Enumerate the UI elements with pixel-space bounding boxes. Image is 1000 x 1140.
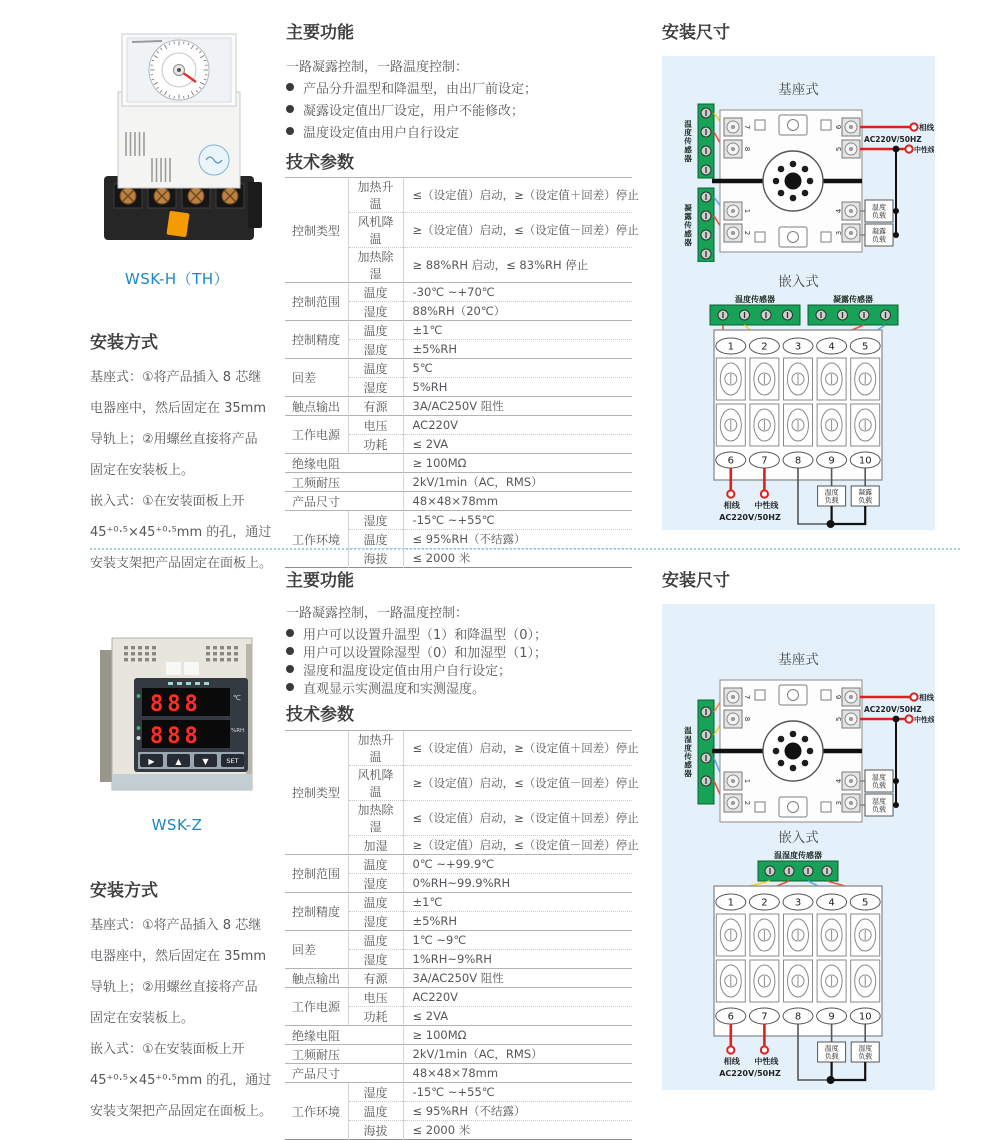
spec-value: 88%RH（20℃） — [403, 302, 632, 321]
terminal-number: 9 — [828, 1012, 834, 1023]
pin-number: 3 — [835, 801, 843, 805]
spec-category: 回差 — [285, 931, 348, 969]
spec-subcategory: 温度 — [348, 321, 403, 340]
load-label: 温度负载 — [825, 488, 839, 505]
spec-subcategory: 湿度 — [348, 874, 403, 893]
spec-category: 回差 — [285, 359, 348, 397]
install-line: 基座式：①将产品插入 8 芯继 — [90, 362, 280, 393]
spec-category: 绝缘电阻 — [285, 1026, 403, 1045]
spec-value: ≤ 2VA — [403, 435, 632, 454]
terminal-number: 6 — [728, 1012, 734, 1023]
terminal-number: 4 — [828, 898, 834, 909]
spec-value: ±5%RH — [403, 912, 632, 931]
install-line: 基座式：①将产品插入 8 芯继 — [90, 910, 280, 941]
pin-number: 7 — [743, 125, 751, 129]
spec-category: 工作环境 — [285, 511, 348, 568]
spec-subcategory: 温度 — [348, 855, 403, 874]
terminal-number: 1 — [728, 342, 734, 353]
spec-category: 控制精度 — [285, 321, 348, 359]
pin-number: 2 — [743, 231, 751, 235]
terminal-number: 2 — [761, 898, 767, 909]
spec-subcategory: 温度 — [348, 1102, 403, 1121]
spec-table — [285, 177, 632, 568]
terminal-number: 6 — [728, 456, 734, 467]
spec-row — [285, 397, 632, 416]
install-line: 电器座中，然后固定在 35mm — [90, 393, 280, 424]
spec-category: 工频耐压 — [285, 473, 403, 492]
spec-row — [285, 454, 632, 473]
base-type-label: 基座式 — [662, 648, 935, 668]
install-line: 固定在安装板上。 — [90, 1003, 280, 1034]
spec-value: 3A/AC250V 阻性 — [403, 397, 632, 416]
spec-subcategory: 海拔 — [348, 549, 403, 568]
phase-label: 相线 — [724, 1056, 741, 1066]
phase-label: 相线 — [919, 122, 934, 132]
feature-item — [286, 98, 537, 120]
phase-label: 相线 — [919, 692, 934, 702]
install-line: 安装支架把产品固定在面板上。 — [90, 548, 280, 579]
spec-row — [285, 893, 632, 912]
base-wiring-svg — [662, 102, 934, 262]
sensor-label: 温度传感器 — [683, 119, 692, 163]
terminal-number: 10 — [859, 456, 872, 467]
phase-label: 相线 — [724, 500, 741, 510]
spec-value: ≤ 2VA — [403, 1007, 632, 1026]
device-button-label: SET — [226, 757, 238, 765]
pin-number: 8 — [743, 147, 751, 151]
spec-subcategory: 风机降温 — [348, 766, 403, 801]
feature-text: 用户可以设置升温型（1）和降温型（0）； — [303, 624, 547, 643]
display-humidity-unit: %RH — [231, 728, 244, 734]
pin-number: 5 — [835, 717, 843, 721]
spec-subcategory: 风机降温 — [348, 213, 403, 248]
spec-value: AC220V — [403, 988, 632, 1007]
dims-title: 安装尺寸 — [662, 566, 730, 591]
product-photo-wsk-h — [88, 28, 266, 260]
spec-value: 1%RH~9%RH — [403, 950, 632, 969]
spec-value: AC220V — [403, 416, 632, 435]
spec-value: 0℃ ~+99.9℃ — [403, 855, 632, 874]
load-label: 凝露负载 — [872, 227, 886, 244]
spec-subcategory: 电压 — [348, 416, 403, 435]
spec-row — [285, 473, 632, 492]
spec-value: ≤（设定值）启动，≥（设定值＋回差）停止 — [403, 801, 632, 836]
terminal-number: 10 — [859, 1012, 872, 1023]
pin-number: 2 — [743, 801, 751, 805]
spec-subcategory: 温度 — [348, 893, 403, 912]
install-line: 安装支架把产品固定在面板上。 — [90, 1096, 280, 1127]
terminal-number: 1 — [728, 898, 734, 909]
spec-row — [285, 1045, 632, 1064]
spec-value: ≥（设定值）启动，≤（设定值－回差）停止 — [403, 766, 632, 801]
display-humidity-value: 888 — [150, 724, 202, 749]
spec-subcategory: 加热升温 — [348, 178, 403, 213]
load-label: 湿度负载 — [858, 1044, 872, 1061]
feature-text: 温度设定值由用户自行设定 — [303, 122, 459, 141]
dims-title: 安装尺寸 — [662, 18, 730, 43]
spec-category: 控制类型 — [285, 178, 348, 283]
neutral-label: 中性线 — [754, 1056, 779, 1066]
spec-subcategory: 温度 — [348, 359, 403, 378]
spec-row — [285, 359, 632, 378]
wsk-z-photo-svg — [90, 628, 262, 806]
pin-number: 6 — [835, 124, 843, 129]
spec-subcategory: 海拔 — [348, 1121, 403, 1140]
terminal-number: 2 — [761, 342, 767, 353]
spec-value: ≤ 2000 米 — [403, 549, 632, 568]
model-name: WSK-H（TH） — [88, 268, 266, 289]
install-line: 45⁺⁰·⁵×45⁺⁰·⁵mm 的孔，通过 — [90, 1065, 280, 1096]
terminal-number: 5 — [862, 898, 868, 909]
spec-value: -30℃ ~+70℃ — [403, 283, 632, 302]
spec-row — [285, 511, 632, 530]
supply-label: AC220V/50HZ — [719, 513, 781, 522]
spec-value: ≤（设定值）启动，≥（设定值＋回差）停止 — [403, 178, 632, 213]
spec-value: 3A/AC250V 阻性 — [403, 969, 632, 988]
spec-value: 2kV/1min（AC，RMS） — [403, 1045, 632, 1064]
spec-value: 48×48×78mm — [403, 1064, 632, 1083]
spec-value: 5℃ — [403, 359, 632, 378]
install-line: 嵌入式：①在安装面板上开 — [90, 1034, 280, 1065]
spec-subcategory: 湿度 — [348, 1083, 403, 1102]
spec-category: 产品尺寸 — [285, 492, 403, 511]
spec-category: 控制精度 — [285, 893, 348, 931]
features-intro: 一路凝露控制，一路温度控制： — [286, 602, 468, 621]
install-title: 安装方式 — [90, 328, 158, 353]
spec-value: ±1℃ — [403, 893, 632, 912]
spec-category: 工频耐压 — [285, 1045, 403, 1064]
load-label: 温度负载 — [825, 1044, 839, 1061]
install-instructions — [90, 910, 280, 1127]
pin-number: 1 — [743, 779, 751, 783]
install-line: 电器座中，然后固定在 35mm — [90, 941, 280, 972]
neutral-label: 中性线 — [914, 145, 934, 154]
wiring-panel — [662, 56, 935, 530]
spec-category: 控制范围 — [285, 283, 348, 321]
spec-subcategory: 温度 — [348, 931, 403, 950]
install-line: 导轨上；②用螺丝直接将产品 — [90, 972, 280, 1003]
spec-category: 工作电源 — [285, 416, 348, 454]
feature-text: 用户可以设置除湿型（0）和加湿型（1）； — [303, 642, 547, 661]
spec-subcategory: 湿度 — [348, 950, 403, 969]
flush-type-label: 嵌入式 — [662, 270, 935, 290]
spec-value: ≤ 2000 米 — [403, 1121, 632, 1140]
spec-value: ±1℃ — [403, 321, 632, 340]
base-wiring-diagram — [662, 102, 934, 262]
spec-value: ≥ 88%RH 启动，≤ 83%RH 停止 — [403, 248, 632, 283]
spec-subcategory: 湿度 — [348, 511, 403, 530]
spec-value: ≤ 95%RH（不结露） — [403, 530, 632, 549]
device-button-label: ▼ — [202, 757, 209, 766]
flush-wiring-diagram — [662, 294, 934, 526]
specs-title: 技术参数 — [286, 148, 354, 173]
base-type-label: 基座式 — [662, 78, 935, 98]
spec-row — [285, 988, 632, 1007]
bullet-icon — [286, 647, 294, 655]
spec-subcategory: 有源 — [348, 969, 403, 988]
load-label: 湿度负载 — [872, 797, 886, 814]
flush-wiring-diagram — [662, 850, 934, 1090]
spec-value: 48×48×78mm — [403, 492, 632, 511]
spec-subcategory: 温度 — [348, 530, 403, 549]
features-intro: 一路凝露控制，一路温度控制： — [286, 56, 468, 75]
spec-value: -15℃ ~+55℃ — [403, 511, 632, 530]
spec-row — [285, 283, 632, 302]
load-label: 温度负载 — [872, 773, 886, 790]
terminal-number: 7 — [761, 1012, 767, 1023]
spec-subcategory: 加热升温 — [348, 731, 403, 766]
section-divider — [90, 548, 960, 550]
spec-value: 0%RH~99.9%RH — [403, 874, 632, 893]
install-instructions — [90, 362, 280, 579]
spec-subcategory: 湿度 — [348, 302, 403, 321]
display-temp-value: 888 — [150, 692, 202, 717]
wsk-h-photo-svg — [88, 28, 266, 260]
spec-value: ≤（设定值）启动，≥（设定值＋回差）停止 — [403, 731, 632, 766]
pin-number: 3 — [835, 231, 843, 235]
flush-type-label: 嵌入式 — [662, 826, 935, 846]
product-photo-wsk-z — [90, 628, 262, 806]
device-button-label: ▲ — [175, 757, 182, 766]
feature-item — [286, 624, 547, 642]
feature-item — [286, 76, 537, 98]
terminal-number: 3 — [795, 898, 801, 909]
spec-value: 5%RH — [403, 378, 632, 397]
spec-category: 工作环境 — [285, 1083, 348, 1140]
bullet-icon — [286, 629, 294, 637]
spec-subcategory: 功耗 — [348, 1007, 403, 1026]
spec-subcategory: 湿度 — [348, 912, 403, 931]
feature-text: 直观显示实测温度和实测湿度。 — [303, 678, 485, 697]
spec-subcategory: 加湿 — [348, 836, 403, 855]
spec-value: 2kV/1min（AC，RMS） — [403, 473, 632, 492]
device-button-label: ▶ — [148, 757, 155, 766]
feature-item — [286, 642, 547, 660]
feature-item — [286, 678, 547, 696]
install-line: 导轨上；②用螺丝直接将产品 — [90, 424, 280, 455]
sensor-label: 温度传感器 — [734, 294, 775, 304]
features-list — [286, 624, 547, 696]
spec-value: 1℃ ~9℃ — [403, 931, 632, 950]
wiring-panel — [662, 604, 935, 1090]
bullet-icon — [286, 665, 294, 673]
features-list — [286, 76, 537, 142]
spec-subcategory: 温度 — [348, 283, 403, 302]
pin-number: 4 — [835, 208, 843, 213]
spec-value: ±5%RH — [403, 340, 632, 359]
spec-category: 触点输出 — [285, 397, 348, 416]
spec-row — [285, 178, 632, 213]
spec-subcategory: 有源 — [348, 397, 403, 416]
spec-row — [285, 1064, 632, 1083]
specs-title: 技术参数 — [286, 700, 354, 725]
spec-subcategory: 加热除湿 — [348, 248, 403, 283]
terminal-number: 3 — [795, 342, 801, 353]
spec-value: -15℃ ~+55℃ — [403, 1083, 632, 1102]
spec-row — [285, 855, 632, 874]
terminal-number: 9 — [828, 456, 834, 467]
pin-number: 1 — [743, 209, 751, 213]
terminal-number: 8 — [795, 1012, 801, 1023]
load-label: 温度负载 — [872, 203, 886, 220]
install-title: 安装方式 — [90, 876, 158, 901]
bullet-icon — [286, 83, 294, 91]
terminal-number: 4 — [828, 342, 834, 353]
spec-table — [285, 730, 632, 1140]
sensor-label: 温湿度传感器 — [683, 725, 692, 778]
pin-number: 7 — [743, 695, 751, 699]
spec-category: 产品尺寸 — [285, 1064, 403, 1083]
install-line: 固定在安装板上。 — [90, 455, 280, 486]
bullet-icon — [286, 683, 294, 691]
sensor-label: 温湿度传感器 — [773, 850, 822, 860]
terminal-number: 5 — [862, 342, 868, 353]
supply-label: AC220V/50HZ — [864, 135, 922, 144]
spec-row — [285, 416, 632, 435]
spec-subcategory: 电压 — [348, 988, 403, 1007]
install-line: 嵌入式：①在安装面板上开 — [90, 486, 280, 517]
spec-category: 工作电源 — [285, 988, 348, 1026]
feature-item — [286, 660, 547, 678]
terminal-number: 7 — [761, 456, 767, 467]
spec-value: ≥ 100MΩ — [403, 1026, 632, 1045]
feature-text: 产品分升温型和降温型，由出厂前设定； — [303, 78, 537, 97]
neutral-label: 中性线 — [754, 500, 779, 510]
spec-row — [285, 931, 632, 950]
neutral-label: 中性线 — [914, 715, 934, 724]
spec-value: ≤ 95%RH（不结露） — [403, 1102, 632, 1121]
flush-wiring-svg — [662, 850, 934, 1090]
model-name: WSK-Z — [88, 816, 266, 834]
pin-number: 6 — [835, 694, 843, 699]
spec-row — [285, 731, 632, 766]
spec-subcategory: 湿度 — [348, 378, 403, 397]
flush-wiring-svg — [662, 294, 934, 534]
supply-label: AC220V/50HZ — [864, 705, 922, 714]
spec-category: 绝缘电阻 — [285, 454, 403, 473]
features-title: 主要功能 — [286, 566, 354, 591]
pin-number: 5 — [835, 147, 843, 151]
spec-row — [285, 1026, 632, 1045]
feature-text: 凝露设定值出厂设定，用户不能修改； — [303, 100, 524, 119]
features-title: 主要功能 — [286, 18, 354, 43]
spec-row — [285, 1083, 632, 1102]
bullet-icon — [286, 105, 294, 113]
install-line: 45⁺⁰·⁵×45⁺⁰·⁵mm 的孔，通过 — [90, 517, 280, 548]
pin-number: 8 — [743, 717, 751, 721]
load-label: 凝露负载 — [858, 488, 872, 505]
display-temp-unit: ℃ — [233, 694, 241, 702]
spec-category: 触点输出 — [285, 969, 348, 988]
supply-label: AC220V/50HZ — [719, 1069, 781, 1078]
sensor-label: 凝露传感器 — [683, 203, 692, 247]
spec-category: 控制类型 — [285, 731, 348, 855]
spec-subcategory: 加热除湿 — [348, 801, 403, 836]
spec-value: ≥（设定值）启动，≤（设定值－回差）停止 — [403, 836, 632, 855]
spec-row — [285, 969, 632, 988]
pin-number: 4 — [835, 778, 843, 783]
spec-subcategory: 湿度 — [348, 340, 403, 359]
spec-category: 控制范围 — [285, 855, 348, 893]
spec-row — [285, 492, 632, 511]
bullet-icon — [286, 127, 294, 135]
sensor-label: 凝露传感器 — [833, 294, 873, 304]
spec-subcategory: 功耗 — [348, 435, 403, 454]
feature-item — [286, 120, 537, 142]
base-wiring-diagram — [662, 672, 934, 832]
base-wiring-svg — [662, 672, 934, 832]
feature-text: 湿度和温度设定值由用户自行设定； — [303, 660, 511, 679]
spec-value: ≥（设定值）启动，≤（设定值－回差）停止 — [403, 213, 632, 248]
terminal-number: 8 — [795, 456, 801, 467]
spec-value: ≥ 100MΩ — [403, 454, 632, 473]
spec-row — [285, 321, 632, 340]
